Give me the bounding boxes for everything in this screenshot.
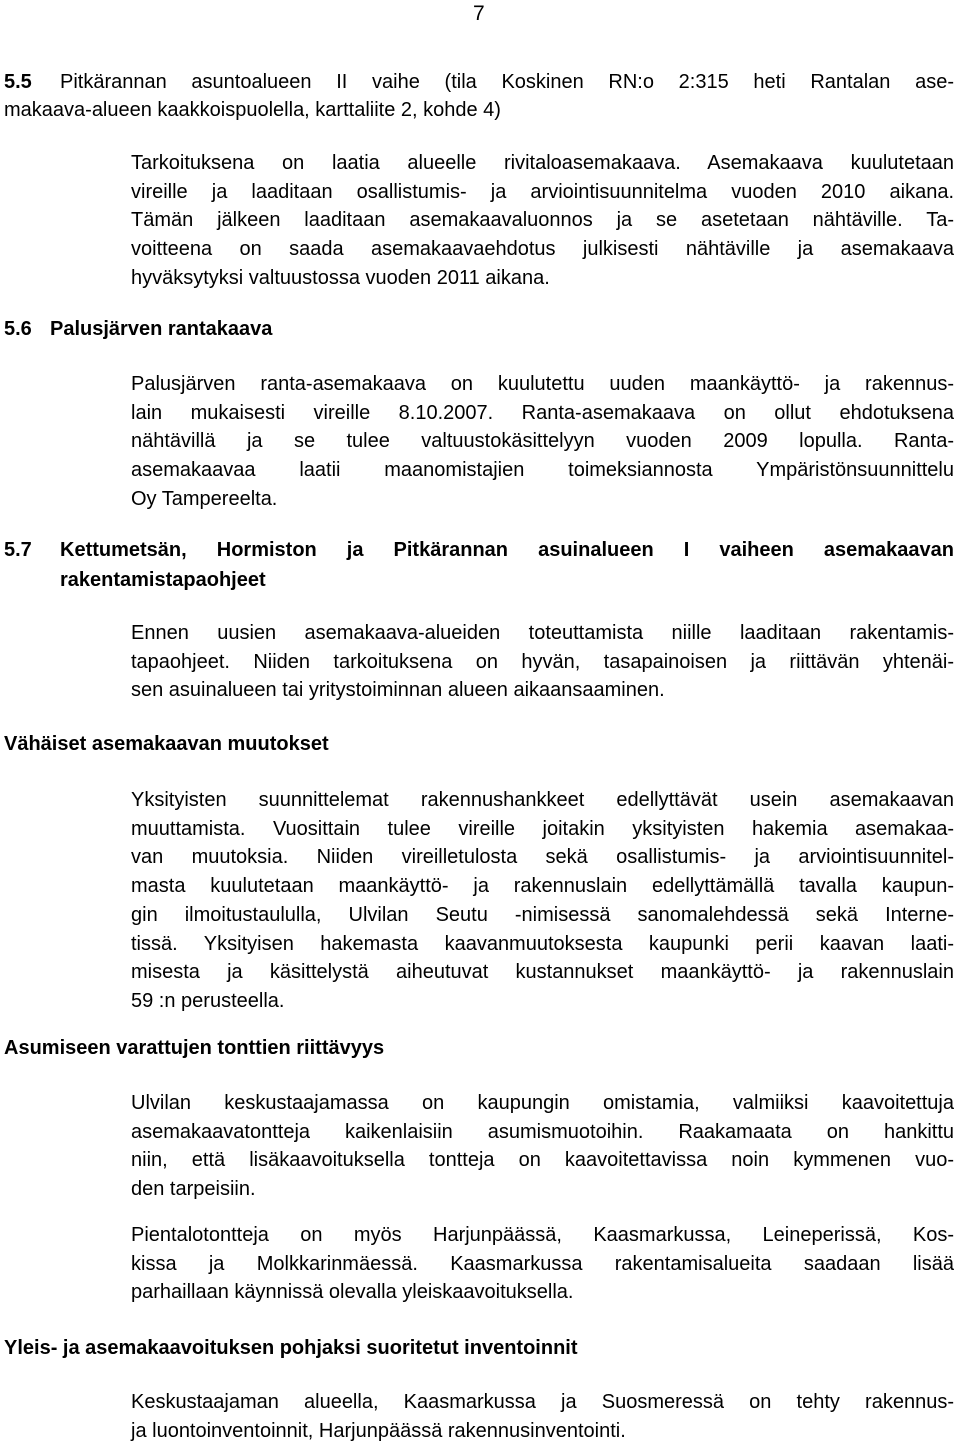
paragraph-line: Yksityisten suunnittelemat rakennushankkeet edellyttävät usein asemakaavan	[131, 789, 954, 811]
section-5-5-title-line1: Pitkärannan asuntoalueen II vaihe (tila Koskinen RN:o 2:315 heti Rantalan ase-	[60, 71, 954, 93]
paragraph-line: Palusjärven ranta-asemakaava on kuulutettu uuden maankäyttö- ja rakennus-	[131, 373, 954, 395]
paragraph-line: Tarkoituksena on laatia alueelle rivitaloasemakaava. Asemakaava kuulutetaan	[131, 152, 954, 174]
section-5-7-paragraph	[131, 619, 954, 705]
page-number: 7	[473, 2, 485, 25]
yleis-heading: Yleis- ja asemakaavoituksen pohjaksi suoritetut inventoinnit	[4, 1337, 578, 1359]
asumiseen-heading: Asumiseen varattujen tonttien riittävyys	[4, 1037, 385, 1059]
section-5-6-paragraph	[131, 370, 954, 514]
paragraph-line: hyväksytyksi valtuustossa vuoden 2011 aikana.	[131, 266, 550, 289]
paragraph-line: lain mukaisesti vireille 8.10.2007. Ranta-asemakaava on ollut ehdotuksena	[131, 401, 954, 424]
section-5-7-number: 5.7	[4, 539, 32, 561]
section-5-6-title: Palusjärven rantakaava	[50, 318, 273, 340]
paragraph-line: gin ilmoitustaululla, Ulvilan Seutu -nimisessä sanomalehdessä sekä Interne-	[131, 903, 954, 926]
paragraph-line: 59 :n perusteella.	[131, 989, 285, 1012]
paragraph-line: Ulvilan keskustaajamassa on kaupungin omistamia, valmiiksi kaavoitettuja	[131, 1092, 954, 1114]
paragraph-line: Ennen uusien asemakaava-alueiden toteuttamista niille laaditaan rakentamis-	[131, 622, 954, 644]
paragraph-line: voitteena on saada asemakaavaehdotus julkisesti nähtäville ja asemakaava	[131, 238, 954, 261]
paragraph-line: kissa ja Molkkarinmäessä. Kaasmarkussa rakentamisalueita saadaan lisää	[131, 1252, 954, 1275]
paragraph-line: muuttamista. Vuosittain tulee vireille joitakin yksityisten hakemia asemakaa-	[131, 817, 954, 840]
paragraph-line: misesta ja käsittelystä aiheutuvat kustannukset maankäyttö- ja rakennuslain	[131, 961, 954, 984]
section-5-7-heading	[4, 537, 954, 593]
paragraph-line: den tarpeisiin.	[131, 1178, 256, 1201]
paragraph-line: Oy Tampereelta.	[131, 487, 278, 510]
paragraph-line: van muutoksia. Niiden vireilletulosta sekä osallistumis- ja arviointisuunnitel-	[131, 846, 954, 869]
section-5-5-title-line2: makaava-alueen kaakkoispuolella, karttaliite 2, kohde 4)	[4, 99, 501, 121]
paragraph-line: ja luontoinventoinnit, Harjunpäässä rakennusinventointi.	[131, 1419, 626, 1442]
section-5-6-number: 5.6	[4, 318, 32, 340]
yleis-paragraph	[131, 1388, 954, 1445]
section-5-7-title-line1: Kettumetsän, Hormiston ja Pitkärannan asuinalueen I vaiheen asemakaavan	[60, 539, 954, 561]
paragraph-line: masta kuulutetaan maankäyttö- ja rakennuslain edellyttämällä tavalla kaupun-	[131, 875, 954, 898]
section-5-5-paragraph	[131, 149, 954, 293]
paragraph-line: niin, että lisäkaavoituksella tontteja on kaavoitettavissa noin kymmenen vuo-	[131, 1149, 954, 1172]
section-5-6-heading	[4, 316, 504, 344]
paragraph-line: Pientalotontteja on myös Harjunpäässä, Kaasmarkussa, Leineperissä, Kos-	[131, 1224, 954, 1246]
section-5-5-number: 5.5	[4, 71, 32, 93]
paragraph-line: asemakaavaa laatii maanomistajien toimeksiannosta Ympäristönsuunnittelu	[131, 459, 954, 482]
section-5-7-title-line2: rakentamistapaohjeet	[60, 569, 266, 591]
paragraph-line: tapaohjeet. Niiden tarkoituksena on hyvän, tasapainoisen ja riittävän yhtenäi-	[131, 650, 954, 673]
section-5-5-heading	[4, 69, 954, 125]
vahaiset-heading: Vähäiset asemakaavan muutokset	[4, 733, 329, 755]
paragraph-line: Tämän jälkeen laaditaan asemakaavaluonnos ja se asetetaan nähtäville. Ta-	[131, 209, 954, 232]
paragraph-line: vireille ja laaditaan osallistumis- ja arviointisuunnitelma vuoden 2010 aikana.	[131, 180, 954, 203]
asumiseen-paragraph-1	[131, 1089, 954, 1204]
paragraph-line: nähtävillä ja se tulee valtuustokäsittelyyn vuoden 2009 lopulla. Ranta-	[131, 430, 954, 453]
paragraph-line: asemakaavatontteja kaikenlaisiin asumismuotoihin. Raakamaata on hankittu	[131, 1120, 954, 1143]
paragraph-line: parhaillaan käynnissä olevalla yleiskaavoituksella.	[131, 1281, 574, 1304]
paragraph-line: tissä. Yksityisen hakemasta kaavanmuutoksesta kaupunki perii kaavan laati-	[131, 932, 954, 955]
asumiseen-paragraph-2	[131, 1221, 954, 1307]
paragraph-line: sen asuinalueen tai yritystoiminnan alueen aikaansaaminen.	[131, 679, 665, 702]
paragraph-line: Keskustaajaman alueella, Kaasmarkussa ja Suosmeressä on tehty rakennus-	[131, 1391, 954, 1413]
vahaiset-paragraph	[131, 786, 954, 1016]
